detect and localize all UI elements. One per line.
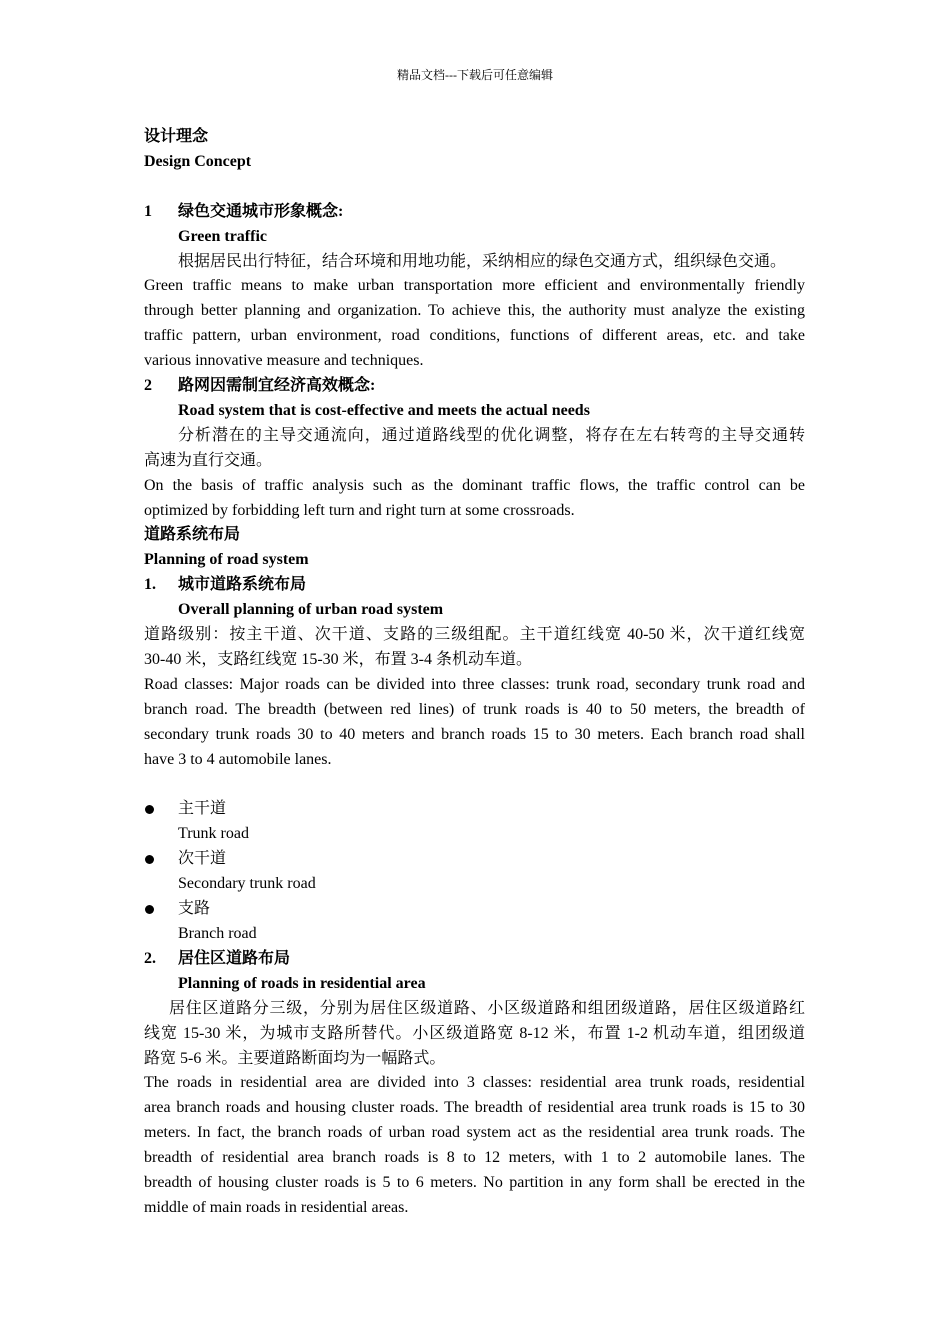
section-1-para-en-line-3: traffic pattern, urban environment, road conditions, functions of different areas, etc. and take — [144, 327, 805, 345]
subsection-1-para-cn-line-2: 30-40 米，支路红线宽 15-30 米，布置 3-4 条机动车道。 — [144, 651, 532, 669]
list-item — [144, 897, 805, 947]
section-1-para-cn: 根据居民出行特征，结合环境和用地功能，采纳相应的绿色交通方式，组织绿色交通。 — [178, 252, 787, 270]
section-2-para-cn-line-2: 高速为直行交通。 — [144, 451, 273, 469]
subsection-2-title-cn — [144, 947, 805, 972]
bullet-icon — [145, 855, 154, 864]
list-item — [144, 847, 805, 897]
subsection-2-title-en: Planning of roads in residential area — [178, 974, 426, 992]
subsection-2-para-cn-line-2: 线宽 15-30 米，为城市支路所替代。小区级道路宽 8-12 米，布置 1-2 机动车道，组团级道 — [144, 1024, 805, 1042]
subsection-2-para-en-line-3: meters. In fact, the branch roads of urban road system act as the residential area trunk roads. The — [144, 1124, 805, 1142]
heading-cn: 设计理念 — [144, 128, 209, 145]
subsection-2-para-en-line-6: middle of main roads in residential areas. — [144, 1198, 409, 1216]
bullet-icon — [145, 805, 154, 814]
bullet-label-cn: 主干道 — [178, 800, 227, 818]
section-1-para-en-line-1: Green traffic means to make urban transportation more efficient and environmentally friendly — [144, 277, 805, 295]
subsection-1-title-text: 城市道路系统布局 — [178, 576, 307, 594]
section-1-title-en: Green traffic — [178, 227, 267, 245]
subsection-1-para-cn-line-1: 道路级别：按主干道、次干道、支路的三级组配。主干道红线宽 40-50 米，次干道红线宽 — [144, 626, 805, 644]
bullet-label-cn: 次干道 — [178, 850, 227, 868]
subsection-2-title-text: 居住区道路布局 — [178, 949, 291, 967]
page-header: 精品文档---下载后可任意编辑 — [397, 68, 553, 82]
section-1-para-en-line-2: through better planning and organization. To achieve this, the authority must analyze the existing — [144, 302, 805, 320]
subsection-2-para-en-line-5: breadth of housing cluster roads is 5 to 6 meters. No partition in any form shall be erected in the — [144, 1174, 805, 1192]
subsection-2-para-en-line-2: area branch roads and housing cluster roads. The breadth of residential area trunk roads is 15 to 30 — [144, 1099, 805, 1117]
section-2-para-cn-line-1: 分析潜在的主导交通流向，通过道路线型的优化调整，将存在左右转弯的主导交通转 — [178, 426, 805, 444]
bullet-icon — [145, 905, 154, 914]
section-1-number: 1 — [144, 202, 152, 220]
subsection-2-para-cn-line-3: 路宽 5-6 米。主要道路断面均为一幅路式。 — [144, 1049, 446, 1067]
subsection-2-para-cn-line-1: 居住区道路分三级，分别为居住区级道路、小区级道路和组团级道路，居住区级道路红 — [169, 999, 805, 1017]
bullet-label-en: Secondary trunk road — [178, 875, 316, 893]
section-2-title-en: Road system that is cost-effective and meets the actual needs — [178, 401, 590, 419]
section-1-para-en-line-4: various innovative measure and techniques. — [144, 352, 424, 370]
section-2-para-en-line-1: On the basis of traffic analysis such as the dominant traffic flows, the traffic control can be — [144, 476, 805, 494]
section-2-title-text: 路网因需制宜经济高效概念: — [178, 377, 376, 395]
section-1-title-cn — [144, 200, 805, 225]
heading-en: Design Concept — [144, 152, 252, 170]
subsection-2-number: 2. — [144, 949, 156, 967]
document-body — [144, 125, 805, 1221]
bullet-label-cn: 支路 — [178, 900, 211, 918]
road-heading-cn: 道路系统布局 — [144, 526, 241, 544]
subsection-1-title-cn — [144, 573, 805, 598]
road-heading-en: Planning of road system — [144, 551, 309, 569]
subsection-1-para-en-line-4: have 3 to 4 automobile lanes. — [144, 750, 332, 768]
section-1-title-text: 绿色交通城市形象概念: — [178, 202, 344, 220]
subsection-1-para-en-line-2: branch road. The breadth (between red lines) of trunk roads is 40 to 50 meters, the breadth of — [144, 700, 805, 718]
subsection-2-para-en-line-1: The roads in residential area are divided into 3 classes: residential area trunk roads, residential — [144, 1074, 805, 1092]
subsection-2-para-en-line-4: breadth of residential area branch roads is 8 to 12 meters, with 1 to 2 automobile lanes. The — [144, 1149, 805, 1167]
list-item — [144, 797, 805, 847]
section-2-number: 2 — [144, 377, 152, 395]
subsection-1-para-en-line-1: Road classes: Major roads can be divided into three classes: trunk road, secondary trunk road and — [144, 675, 805, 693]
section-2-title-cn — [144, 374, 805, 399]
subsection-1-title-en: Overall planning of urban road system — [178, 601, 444, 619]
bullet-label-en: Branch road — [178, 924, 257, 942]
subsection-1-para-en-line-3: secondary trunk roads 30 to 40 meters and branch roads 15 to 30 meters. Each branch road shall — [144, 725, 805, 743]
bullet-label-en: Trunk road — [178, 825, 249, 843]
subsection-1-number: 1. — [144, 576, 156, 594]
section-2-para-en-line-2: optimized by forbidding left turn and right turn at some crossroads. — [144, 501, 575, 519]
